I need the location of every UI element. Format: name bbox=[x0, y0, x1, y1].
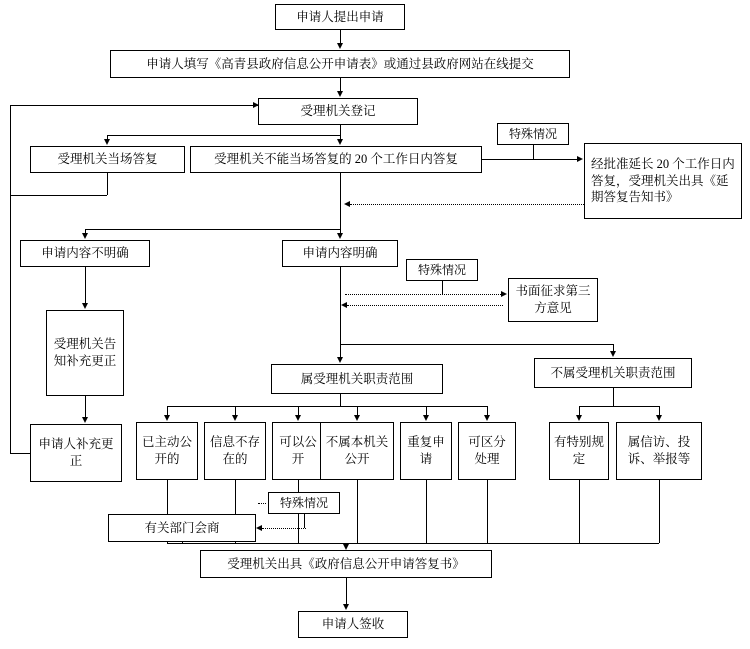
node-label: 申请人填写《高青县政府信息公开申请表》或通过县政府网站在线提交 bbox=[146, 56, 534, 71]
connector-not-this-agency-down bbox=[357, 480, 358, 543]
arrowhead bbox=[256, 525, 262, 531]
arrowhead bbox=[354, 415, 360, 421]
connector-separable-down bbox=[487, 480, 488, 543]
node-third-party-opinion bbox=[508, 278, 598, 322]
node-label: 信息不存在的 bbox=[209, 435, 260, 466]
connector-petition-down bbox=[659, 480, 660, 543]
arrowhead bbox=[341, 302, 347, 308]
connector-to-outside-scope bbox=[613, 344, 614, 351]
connector-notify-to-supplement bbox=[85, 396, 86, 417]
node-can-disclose bbox=[272, 422, 324, 480]
arrowhead bbox=[337, 43, 343, 49]
node-duplicate-request bbox=[400, 422, 452, 480]
side-label-text: 特殊情况 bbox=[417, 262, 466, 277]
node-label: 属信访、投诉、举报等 bbox=[627, 435, 691, 466]
node-petition-complaint bbox=[616, 422, 702, 480]
node-label: 已主动公开的 bbox=[141, 435, 192, 466]
connector-consult-down bbox=[182, 542, 183, 543]
node-notify-supplement bbox=[46, 310, 124, 396]
node-label: 有特别规定 bbox=[554, 435, 605, 466]
arrowhead bbox=[610, 351, 616, 357]
connector-outside-children-bus bbox=[579, 406, 659, 407]
connector-onsite-left bbox=[10, 195, 107, 196]
node-applicant-supplement bbox=[30, 424, 122, 482]
connector-child-1 bbox=[167, 406, 168, 415]
connector-duplicate-down bbox=[426, 480, 427, 543]
node-register bbox=[258, 98, 418, 125]
arrowhead bbox=[576, 415, 582, 421]
side-label-text: 特殊情况 bbox=[508, 126, 557, 141]
arrowhead bbox=[82, 417, 88, 423]
connector-child-3 bbox=[298, 406, 299, 415]
node-label: 受理机关当场答复 bbox=[57, 152, 158, 167]
node-label: 申请人提出申请 bbox=[296, 9, 384, 24]
connector-clear-to-thirdparty-dotted bbox=[345, 294, 503, 295]
connector-to-within-scope bbox=[340, 344, 341, 357]
node-applicant-receive bbox=[298, 611, 408, 638]
arrowhead bbox=[295, 415, 301, 421]
connector-scope-bus bbox=[340, 344, 613, 345]
node-label: 申请内容明确 bbox=[302, 246, 378, 261]
arrowhead bbox=[82, 303, 88, 309]
arrowhead bbox=[104, 139, 110, 145]
node-label: 受理机关不能当场答复的 20 个工作日内答复 bbox=[214, 152, 458, 167]
connector-unclear-to-notify bbox=[85, 267, 86, 303]
node-label: 有关部门会商 bbox=[144, 520, 220, 535]
node-label: 可区分处理 bbox=[468, 435, 506, 466]
arrowhead bbox=[501, 291, 507, 297]
node-label: 不属本机关公开 bbox=[325, 435, 389, 466]
connector-clarity-bus bbox=[85, 229, 341, 230]
node-already-public bbox=[136, 422, 198, 480]
connector-outside-child-2 bbox=[659, 406, 660, 415]
side-label-special-2 bbox=[406, 259, 478, 281]
node-label: 不属受理机关职责范围 bbox=[550, 365, 676, 380]
side-label-special-3 bbox=[268, 492, 340, 514]
node-label: 受理机关告知补充更正 bbox=[53, 337, 117, 368]
node-content-clear bbox=[282, 240, 398, 267]
arrowhead bbox=[656, 415, 662, 421]
arrowhead bbox=[344, 201, 350, 207]
node-within-scope bbox=[271, 364, 443, 394]
connector-supplement-left bbox=[10, 453, 30, 454]
connector-reply-to-receive bbox=[346, 578, 347, 604]
connector-child-4 bbox=[357, 406, 358, 415]
node-content-unclear bbox=[20, 240, 150, 267]
arrowhead bbox=[577, 156, 583, 162]
node-label: 重复申请 bbox=[407, 435, 445, 466]
node-label: 属受理机关职责范围 bbox=[300, 371, 414, 386]
connector-within-scope-down bbox=[340, 394, 341, 406]
connector-special3-to-consult bbox=[262, 528, 306, 529]
connector-children-bus bbox=[167, 406, 487, 407]
node-label: 可以公开 bbox=[279, 435, 317, 466]
node-not-this-agency bbox=[320, 422, 394, 480]
connector-special1-down bbox=[533, 145, 534, 159]
side-label-text: 特殊情况 bbox=[279, 495, 328, 510]
node-extend-20days bbox=[584, 143, 742, 219]
arrowhead bbox=[484, 415, 490, 421]
connector-consult-dotted bbox=[258, 503, 266, 504]
node-answer-20days bbox=[190, 146, 482, 173]
node-outside-scope bbox=[534, 358, 692, 388]
connector-register-down bbox=[340, 125, 341, 135]
connector-supplement-rail bbox=[10, 195, 11, 453]
connector-special2-down bbox=[442, 281, 443, 294]
node-interdepartment-consult bbox=[108, 514, 256, 542]
arrowhead bbox=[343, 604, 349, 610]
node-label: 受理机关出具《政府信息公开申请答复书》 bbox=[227, 556, 465, 571]
node-special-provision bbox=[549, 422, 609, 480]
connector-special-provision-down bbox=[579, 480, 580, 543]
connector-20days-to-extend bbox=[482, 159, 578, 160]
connector-form-to-register bbox=[340, 78, 341, 92]
connector-submit-to-form bbox=[340, 30, 341, 44]
node-label: 申请内容不明确 bbox=[41, 246, 129, 261]
arrowhead bbox=[337, 91, 343, 97]
node-label: 经批准延长 20 个工作日内答复，受理机关出具《延期答复告知书》 bbox=[591, 156, 735, 205]
node-fill-form bbox=[110, 50, 570, 78]
connector-left-rail-top bbox=[10, 105, 258, 106]
arrowhead bbox=[337, 357, 343, 363]
arrowhead bbox=[82, 233, 88, 239]
connector-child-5 bbox=[426, 406, 427, 415]
node-label: 书面征求第三方意见 bbox=[515, 284, 591, 315]
connector-outside-scope-down bbox=[613, 388, 614, 406]
connector-extend-to-20days-dotted bbox=[350, 204, 584, 205]
arrowhead bbox=[337, 139, 343, 145]
node-applicant-submit bbox=[275, 4, 405, 30]
node-label: 申请人签收 bbox=[321, 617, 385, 632]
connector-left-rail bbox=[10, 105, 11, 195]
connector-reply-bus bbox=[167, 543, 659, 544]
arrowhead bbox=[337, 233, 343, 239]
arrowhead bbox=[423, 415, 429, 421]
connector-thirdparty-to-clear-dotted bbox=[347, 305, 503, 306]
side-label-special-1 bbox=[497, 123, 569, 145]
node-not-exist bbox=[204, 422, 266, 480]
connector-child-6 bbox=[487, 406, 488, 415]
connector-20days-down bbox=[340, 173, 341, 229]
node-label: 申请人补充更正 bbox=[38, 437, 114, 468]
arrowhead bbox=[164, 415, 170, 421]
connector-special3-down bbox=[304, 514, 305, 528]
connector-child-2 bbox=[235, 406, 236, 415]
node-separable-handling bbox=[458, 422, 516, 480]
arrowhead bbox=[232, 415, 238, 421]
node-issue-reply bbox=[200, 550, 492, 578]
connector-onsite-down bbox=[107, 173, 108, 195]
connector-clear-down bbox=[340, 267, 341, 351]
connector-outside-child-1 bbox=[579, 406, 580, 415]
node-answer-onsite bbox=[30, 146, 185, 173]
node-label: 受理机关登记 bbox=[300, 104, 376, 119]
connector-register-bus bbox=[107, 135, 341, 136]
